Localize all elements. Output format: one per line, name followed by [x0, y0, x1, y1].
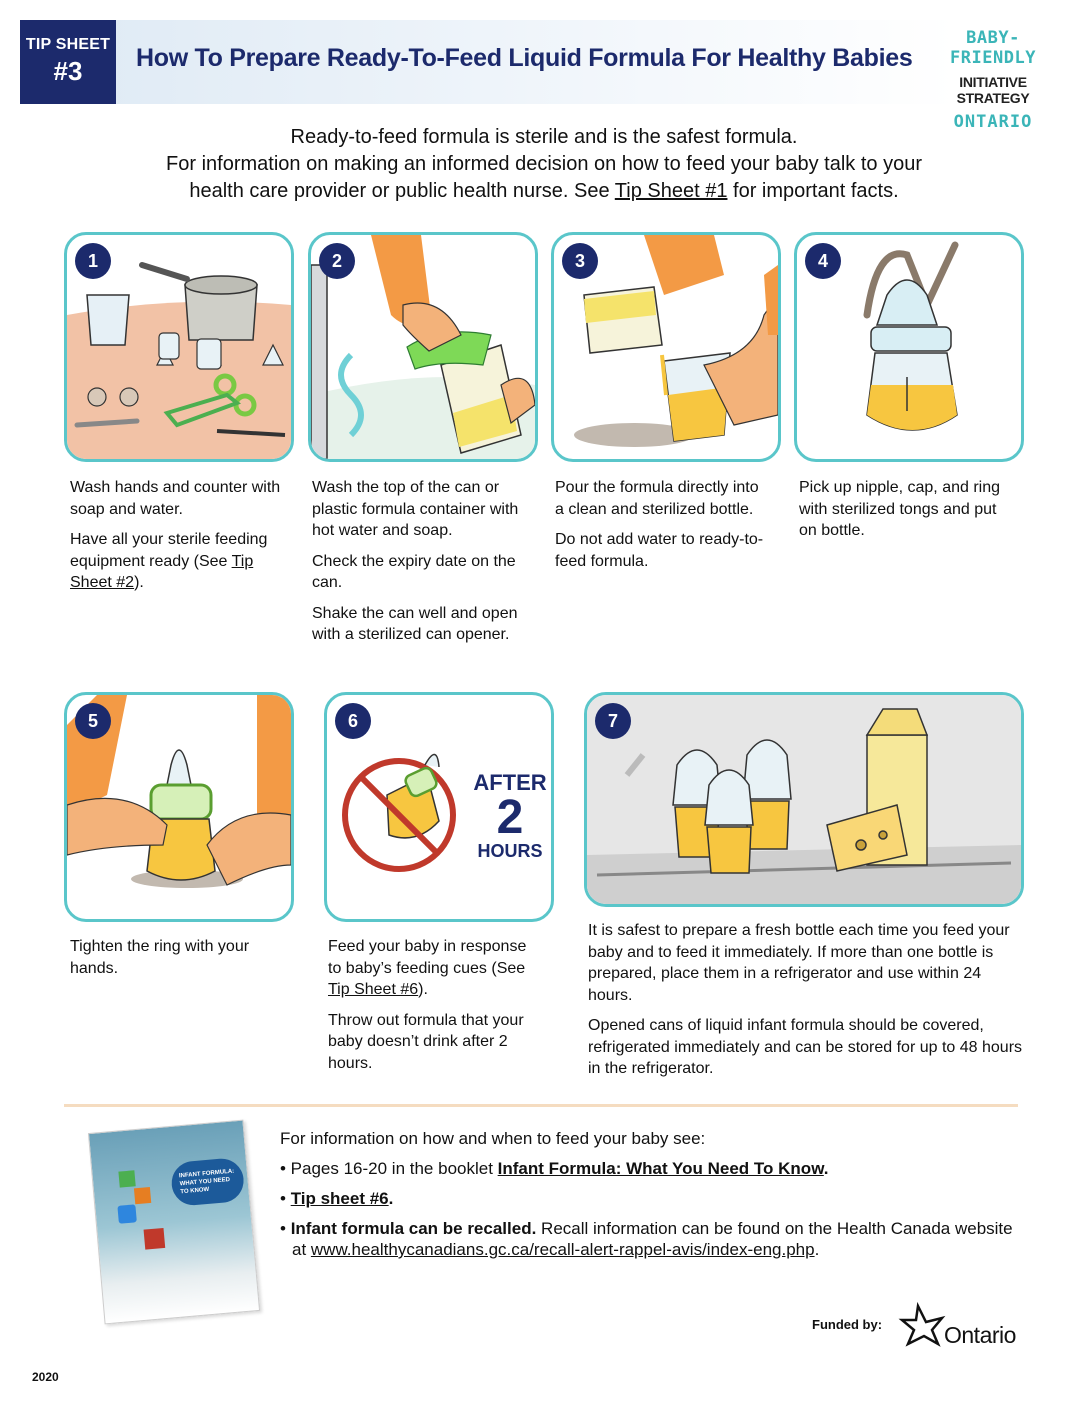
after-unit: HOURS — [477, 841, 543, 861]
intro-line-1: Ready-to-feed formula is sterile and is the safest formula. — [290, 126, 798, 148]
step-6-text-2: Throw out formula that your baby doesn’t drink after 2 hours. — [328, 1011, 524, 1072]
intro-line-3-text: health care provider or public health nurse. See — [189, 180, 615, 202]
step-2-text-1: Wash the top of the can or plastic formula container with hot water and soap. — [312, 479, 519, 539]
block-toy-icon — [117, 1204, 137, 1224]
health-canada-link[interactable]: www.healthycanadians.gc.ca/recall-alert-rappel-avis/index-eng.php — [310, 1240, 815, 1259]
info-bullet-1 — [280, 1158, 1020, 1179]
info-bullet-3-bold: Infant formula can be recalled. — [290, 1219, 537, 1238]
step-3-caption — [555, 477, 767, 581]
logo-line-2: INITIATIVE STRATEGY — [956, 74, 1030, 106]
publication-year: 2020 — [32, 1370, 59, 1384]
step-4-panel — [794, 232, 1024, 462]
step-6-text-1-end: ). — [418, 981, 428, 998]
tip-sheet-1-link[interactable]: Tip Sheet #1 — [614, 180, 728, 202]
more-information — [280, 1128, 1020, 1269]
step-5-number: 5 — [75, 703, 111, 739]
step-2-text-3: Shake the can well and open with a sterilized can opener. — [312, 604, 518, 643]
step-4-number: 4 — [805, 243, 841, 279]
step-1-number: 1 — [75, 243, 111, 279]
ontario-wordmark: Ontario — [944, 1322, 1016, 1348]
booklet-cover-image — [88, 1120, 260, 1325]
step-7-number: 7 — [595, 703, 631, 739]
booklet-cover-title: INFANT FORMULA: WHAT YOU NEED TO KNOW — [170, 1157, 246, 1207]
block-toy-icon — [118, 1170, 135, 1187]
step-6-number: 6 — [335, 703, 371, 739]
info-lead: For information on how and when to feed your baby see: — [280, 1129, 706, 1148]
step-5-panel — [64, 692, 294, 922]
block-toy-icon — [134, 1187, 151, 1204]
info-bullet-3-end: . — [814, 1240, 820, 1259]
logo-line-3: ONTARIO — [953, 112, 1033, 132]
step-3-number: 3 — [562, 243, 598, 279]
intro-line-2: For information on making an informed decision on how to feed your baby talk to your — [166, 153, 922, 175]
step-7-text-1: It is safest to prepare a fresh bottle each time you feed your baby and to feed it immediately. If more than one bottle is prepared, place them in a refrigerator and use within 24 hours. — [588, 922, 1010, 1004]
step-6-panel — [324, 692, 554, 922]
step-5-caption — [70, 936, 282, 988]
step-6-text-1-body: Feed your baby in response to baby’s feeding cues (See — [328, 938, 527, 977]
step-6-caption — [328, 936, 544, 1083]
step-1-text-1: Wash hands and counter with soap and water. — [70, 479, 281, 518]
step-7-caption — [588, 920, 1028, 1089]
step-3-panel — [551, 232, 781, 462]
logo-line-1: BABY-FRIENDLY — [950, 28, 1036, 68]
step-2-text-2: Check the expiry date on the can. — [312, 552, 516, 591]
step-2-caption — [312, 477, 528, 655]
info-bullet-2-end: . — [388, 1189, 394, 1208]
step-1-text-2-body: Have all your sterile feeding equipment ready (See — [70, 531, 268, 570]
step-2-panel — [308, 232, 538, 462]
step-7-text-2: Opened cans of liquid infant formula should be covered, refrigerated immediately and can be stored for up to 48 hours in the refrigerator. — [588, 1017, 1023, 1077]
step-6-text-1 — [328, 936, 544, 1001]
step-1-panel — [64, 232, 294, 462]
step-4-text-1: Pick up nipple, cap, and ring with sterilized tongs and put on bottle. — [799, 479, 1001, 539]
after-label: AFTER — [473, 770, 547, 795]
section-divider — [64, 1104, 1018, 1107]
info-bullet-3-text: Recall information can be found on the Health Canada website at — [292, 1219, 1013, 1259]
info-bullet-1-text: • Pages 16-20 in the booklet — [280, 1159, 498, 1178]
intro-text — [40, 124, 1048, 205]
step-3-text-2: Do not add water to ready-to-feed formula. — [555, 531, 764, 570]
funded-by-label: Funded by: — [812, 1317, 883, 1332]
step-3-text-1: Pour the formula directly into a clean and sterilized bottle. — [555, 479, 759, 518]
tip-sheet-label: TIP SHEET — [25, 36, 111, 53]
after-number: 2 — [496, 791, 524, 844]
info-bullet-1-end: . — [823, 1159, 829, 1178]
tip-sheet-number: #3 — [53, 56, 83, 86]
intro-line-3-end: for important facts. — [727, 180, 899, 202]
refrigerator-bottles-illustration — [587, 695, 1021, 904]
info-bullet-3: • Infant formula can be recalled. Recall information can be found on the Health Canada website at www.healthycanadians.gc.ca/recall-alert-rappel-avis/index-eng.php. — [280, 1219, 1013, 1259]
page-title: How To Prepare Ready-To-Feed Liquid Formula For Healthy Babies — [136, 44, 913, 72]
step-1-caption — [70, 477, 282, 603]
intro-line-3 — [40, 178, 1048, 205]
step-2-number: 2 — [319, 243, 355, 279]
baby-friendly-logo — [928, 28, 1058, 132]
block-toy-icon — [144, 1228, 166, 1250]
tip-sheet-badge — [20, 20, 116, 104]
step-1-text-2-end: ). — [134, 574, 144, 591]
tip-sheet-6-link-bottom[interactable]: Tip sheet #6 — [290, 1189, 389, 1208]
tip-sheet-2-link[interactable]: Tip Sheet #2 — [70, 552, 254, 591]
infant-formula-booklet-link[interactable]: Infant Formula: What You Need To Know — [497, 1159, 824, 1178]
step-7-panel — [584, 692, 1024, 907]
step-4-caption — [799, 477, 1011, 551]
step-5-text-1: Tighten the ring with your hands. — [70, 938, 250, 977]
tip-sheet-6-link[interactable]: Tip Sheet #6 — [328, 981, 419, 998]
info-bullet-2: • Tip sheet #6. — [280, 1189, 394, 1208]
step-1-text-2 — [70, 529, 282, 594]
